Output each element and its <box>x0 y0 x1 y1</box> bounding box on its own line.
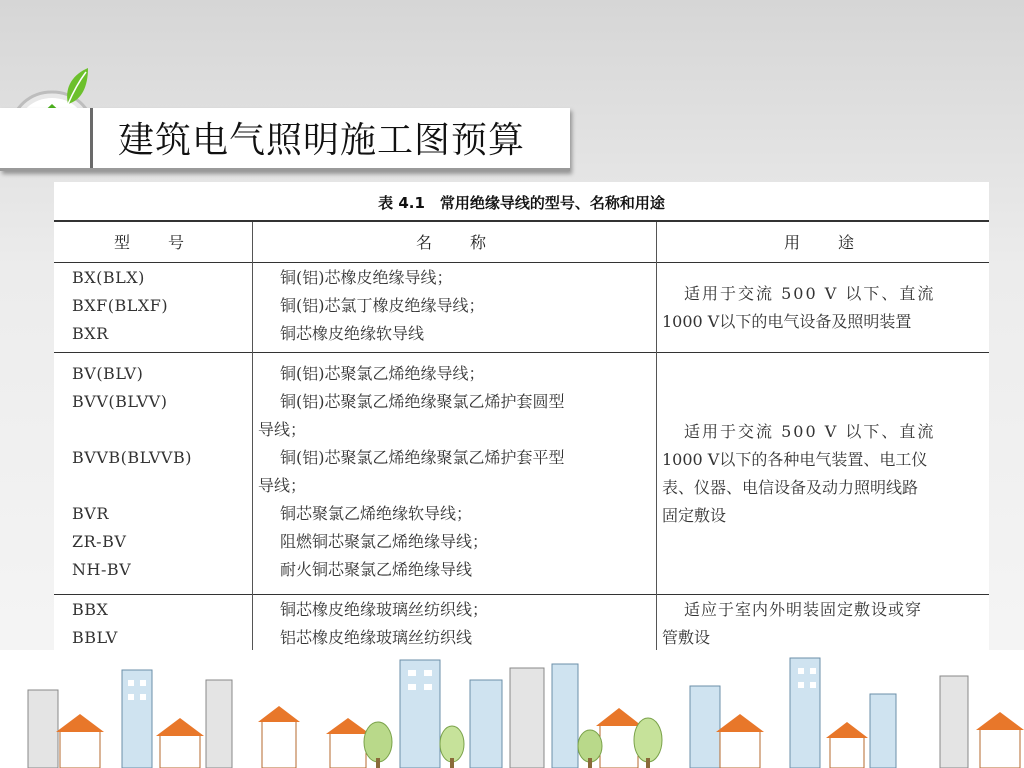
model-cell <box>72 264 168 348</box>
name-line: 阻燃铜芯聚氯乙烯绝缘导线； <box>280 532 489 551</box>
model-code: BXF(BLXF) <box>72 296 169 315</box>
use-line: 1000 V以下的电气设备及照明装置 <box>662 312 912 331</box>
use-line: 适应于室内外明装固定敷设或穿 <box>684 600 923 619</box>
model-code: BVR <box>72 504 109 523</box>
header-rule <box>54 262 989 263</box>
use-cell <box>662 418 986 530</box>
name-line: 铜(铝)芯氯丁橡皮绝缘导线； <box>280 296 485 315</box>
name-cell <box>258 360 565 584</box>
model-code: BVVB(BLVVB) <box>72 448 192 467</box>
header-use: 用 途 <box>784 233 857 252</box>
model-code: NH-BV <box>72 560 132 579</box>
use-line: 固定敷设 <box>662 506 727 525</box>
name-line: 铝芯橡皮绝缘玻璃丝纺织线 <box>280 628 473 647</box>
use-line: 适用于交流 500 V 以下、直流 <box>684 422 936 441</box>
top-rule <box>54 220 989 222</box>
table-sheet <box>54 182 989 654</box>
name-cell <box>258 264 485 348</box>
model-code: ZR-BV <box>72 532 127 551</box>
name-line: 铜芯橡皮绝缘软导线 <box>280 324 425 343</box>
name-line: 铜(铝)芯聚氯乙烯绝缘导线； <box>280 364 485 383</box>
model-code: BBLV <box>72 628 118 647</box>
city-skyline-illustration <box>0 650 1024 768</box>
use-line: 管敷设 <box>662 628 711 647</box>
name-line: 铜(铝)芯聚氯乙烯绝缘聚氯乙烯护套圆型 <box>280 392 565 411</box>
group-rule <box>54 352 989 353</box>
name-line: 铜(铝)芯橡皮绝缘导线； <box>280 268 453 287</box>
model-code: BXR <box>72 324 109 343</box>
use-line: 表、仪器、电信设备及动力照明线路 <box>662 478 919 497</box>
model-cell <box>72 596 118 652</box>
model-code: BVV(BLVV) <box>72 392 168 411</box>
name-line: 导线； <box>258 476 307 495</box>
model-code: BBX <box>72 600 109 619</box>
use-cell <box>662 596 986 652</box>
column-divider <box>252 222 253 654</box>
model-code: BX(BLX) <box>72 268 145 287</box>
name-line: 铜(铝)芯聚氯乙烯绝缘聚氯乙烯护套平型 <box>280 448 565 467</box>
use-line: 适用于交流 500 V 以下、直流 <box>684 284 936 303</box>
name-line: 铜芯橡皮绝缘玻璃丝纺织线； <box>280 600 489 619</box>
model-code: BV(BLV) <box>72 364 144 383</box>
model-cell <box>72 360 192 584</box>
group-rule <box>54 594 989 595</box>
name-cell <box>258 596 488 652</box>
header-model: 型 号 <box>114 233 187 252</box>
table-caption: 表 4.1 常用绝缘导线的型号、名称和用途 <box>378 194 665 212</box>
name-line: 铜芯聚氯乙烯绝缘软导线； <box>280 504 473 523</box>
name-line: 导线； <box>258 420 307 439</box>
header-name: 名 称 <box>416 233 489 252</box>
slide-title: 建筑电气照明施工图预算 <box>118 120 526 161</box>
use-cell <box>662 280 986 336</box>
name-line: 耐火铜芯聚氯乙烯绝缘导线 <box>280 560 473 579</box>
column-divider <box>656 222 657 654</box>
use-line: 1000 V以下的各种电气装置、电工仪 <box>662 450 928 469</box>
